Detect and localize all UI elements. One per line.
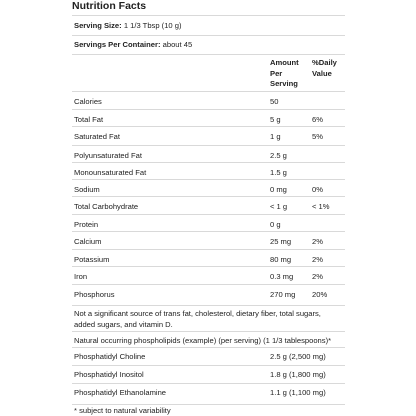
nutrient-amount: < 1 g [270,202,288,211]
divider [72,35,345,36]
servings-per-container: Servings Per Container: about 45 [74,40,193,49]
nutrient-daily-value: 2% [312,255,323,264]
divider [72,284,345,285]
nutrient-name: Total Fat [74,115,104,124]
phospholipid-amount: 1.1 g (1,100 mg) [270,388,326,397]
daily-value-header: %Daily Value [312,58,337,78]
divider [72,145,345,146]
nutrient-amount: 1.5 g [270,168,287,177]
nutrient-name: Sodium [74,185,100,194]
divider [72,109,345,110]
nutrient-amount: 50 [270,97,279,106]
footnote-variability: * subject to natural variability [74,406,171,415]
nutrient-daily-value: 20% [312,290,328,299]
nutrient-name: Polyunsaturated Fat [74,151,142,160]
nutrient-amount: 270 mg [270,290,296,299]
nutrient-amount: 5 g [270,115,281,124]
nutrient-name: Iron [74,272,88,281]
divider [72,365,345,366]
nutrient-daily-value: < 1% [312,202,330,211]
nutrient-name: Calories [74,97,102,106]
divider [72,404,345,405]
nutrient-amount: 0.3 mg [270,272,294,281]
divider [72,91,345,92]
phospholipid-name: Phosphatidyl Inositol [74,370,144,379]
phospholipids-heading: Natural occurring phospholipids (example) (per serving) (1 1/3 tablespoons)* [74,336,332,345]
nutrient-name: Potassium [74,255,110,264]
nutrient-name: Phosphorus [74,290,115,299]
divider [72,266,345,267]
phospholipid-amount: 1.8 g (1,800 mg) [270,370,326,379]
nutrient-amount: 0 g [270,220,281,229]
divider [72,179,345,180]
nutrient-amount: 0 mg [270,185,287,194]
nutrient-amount: 2.5 g [270,151,287,160]
divider [72,196,345,197]
divider [72,126,345,127]
divider [72,249,345,250]
phospholipid-name: Phosphatidyl Ethanolamine [74,388,167,397]
phospholipid-name: Phosphatidyl Choline [74,352,146,361]
divider [72,162,345,163]
nutrient-daily-value: 6% [312,115,323,124]
nutrient-name: Total Carbohydrate [74,202,139,211]
nutrient-daily-value: 0% [312,185,323,194]
serving-size: Serving Size: 1 1/3 Tbsp (10 g) [74,21,182,30]
nutrient-name: Calcium [74,237,102,246]
nutrient-amount: 1 g [270,132,281,141]
page-title: Nutrition Facts [72,0,147,12]
nutrient-amount: 25 mg [270,237,292,246]
nutrient-daily-value: 2% [312,272,323,281]
nutrient-name: Protein [74,220,99,229]
nutrient-name: Monounsaturated Fat [74,168,147,177]
divider [72,15,345,16]
footnote-not-significant: Not a significant source of trans fat, cholesterol, dietary fiber, total sugars, added sugars, and vitamin D. [74,309,321,329]
divider [72,231,345,232]
nutrient-daily-value: 5% [312,132,323,141]
nutrient-amount: 80 mg [270,255,292,264]
divider [72,54,345,55]
divider [72,347,345,348]
divider [72,383,345,384]
divider [72,214,345,215]
nutrient-daily-value: 2% [312,237,323,246]
divider [72,305,345,306]
phospholipid-amount: 2.5 g (2,500 mg) [270,352,326,361]
amount-per-serving-header: Amount Per Serving [270,58,299,88]
nutrient-name: Saturated Fat [74,132,121,141]
divider [72,331,345,332]
